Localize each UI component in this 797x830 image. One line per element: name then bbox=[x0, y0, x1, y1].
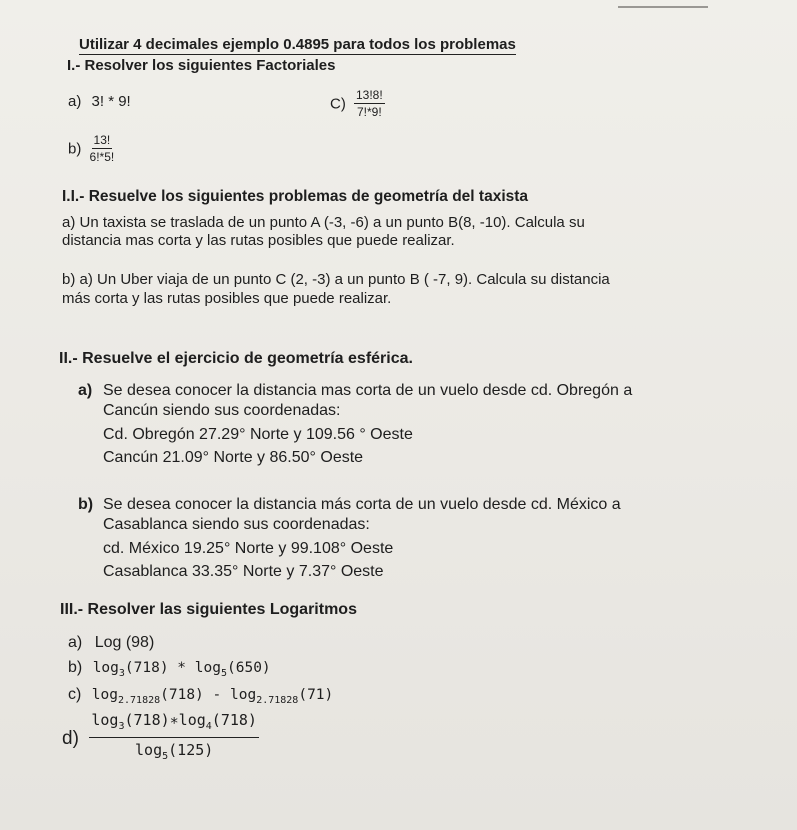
problem-4d: d) $\frac{\log_3(718)∗\log_4(718)}{\log_5(125)}$ bbox=[62, 710, 259, 768]
problem-3a-line4: Cancún 21.09° Norte y 86.50° Oeste bbox=[103, 449, 364, 466]
problem-1c: C) $\frac{13!8!}{7!*9!}$ bbox=[330, 88, 383, 119]
instruction-heading: Utilizar 4 decimales ejemplo 0.4895 para todos los problemas bbox=[79, 36, 516, 53]
section-3-title: II.- Resuelve el ejercicio de geometría esférica. bbox=[59, 350, 413, 367]
section-4-title: III.- Resolver las siguientes Logaritmos bbox=[60, 601, 357, 618]
problem-4a: a) Log (98) bbox=[68, 634, 155, 651]
problem-4c-expression: $\log_{2.71828}(718) - \log_{2.71828}(71)$ bbox=[91, 687, 334, 706]
problem-4c: c) $\log_{2.71828}(718) - \log_{2.71828}(71)$ bbox=[68, 686, 334, 706]
problem-3a-line1: Se desea conocer la distancia mas corta de un vuelo desde cd. Obregón a bbox=[103, 382, 633, 399]
problem-1c-fraction: $\frac{13!8!}{7!*9!}$ bbox=[356, 88, 383, 119]
problem-2b-line2: más corta y las rutas posibles que puede realizar. bbox=[62, 290, 392, 307]
problem-1a-expression: 3! * 9! bbox=[91, 93, 131, 110]
problem-3a-label: a) bbox=[78, 382, 93, 399]
problem-4a-expression: Log (98) bbox=[94, 634, 155, 651]
problem-4b: b) $\log_3(718) * \log_5(650)$ bbox=[68, 659, 271, 679]
problem-4b-expression: $\log_3(718) * \log_5(650)$ bbox=[92, 660, 271, 679]
problem-3b-line2: Casablanca siendo sus coordenadas: bbox=[103, 516, 370, 533]
problem-2b-line1: b) a) Un Uber viaja de un punto C (2, -3) a un punto B ( -7, 9). Calcula su distancia bbox=[62, 271, 610, 288]
problem-3b-line4: Casablanca 33.35° Norte y 7.37° Oeste bbox=[103, 563, 384, 580]
section-2-title: I.I.- Resuelve los siguientes problemas de geometría del taxista bbox=[62, 188, 529, 205]
problem-3b-line3: cd. México 19.25° Norte y 99.108° Oeste bbox=[103, 540, 394, 557]
top-edge-rule bbox=[618, 6, 708, 8]
problem-3b-line1: Se desea conocer la distancia más corta de un vuelo desde cd. México a bbox=[103, 496, 621, 513]
problem-1b: b) $\frac{13!}{6!*5!}$ bbox=[68, 133, 115, 164]
problem-2a-line2: distancia mas corta y las rutas posibles que puede realizar. bbox=[62, 232, 455, 249]
problem-3b-label: b) bbox=[78, 496, 94, 513]
problem-3a-line3: Cd. Obregón 27.29° Norte y 109.56 ° Oeste bbox=[103, 426, 413, 443]
problem-1a: a) 3! * 9! bbox=[68, 93, 131, 110]
section-1-title: I.- Resolver los siguientes Factoriales bbox=[67, 57, 336, 74]
problem-3a-line2: Cancún siendo sus coordenadas: bbox=[103, 402, 341, 419]
problem-2a-line1: a) Un taxista se traslada de un punto A (-3, -6) a un punto B(8, -10). Calcula su bbox=[62, 214, 585, 231]
problem-1b-fraction: $\frac{13!}{6!*5!}$ bbox=[89, 133, 115, 164]
problem-4d-fraction: $\frac{\log_3(718)∗\log_4(718)}{\log_5(125)}$ bbox=[91, 711, 257, 762]
